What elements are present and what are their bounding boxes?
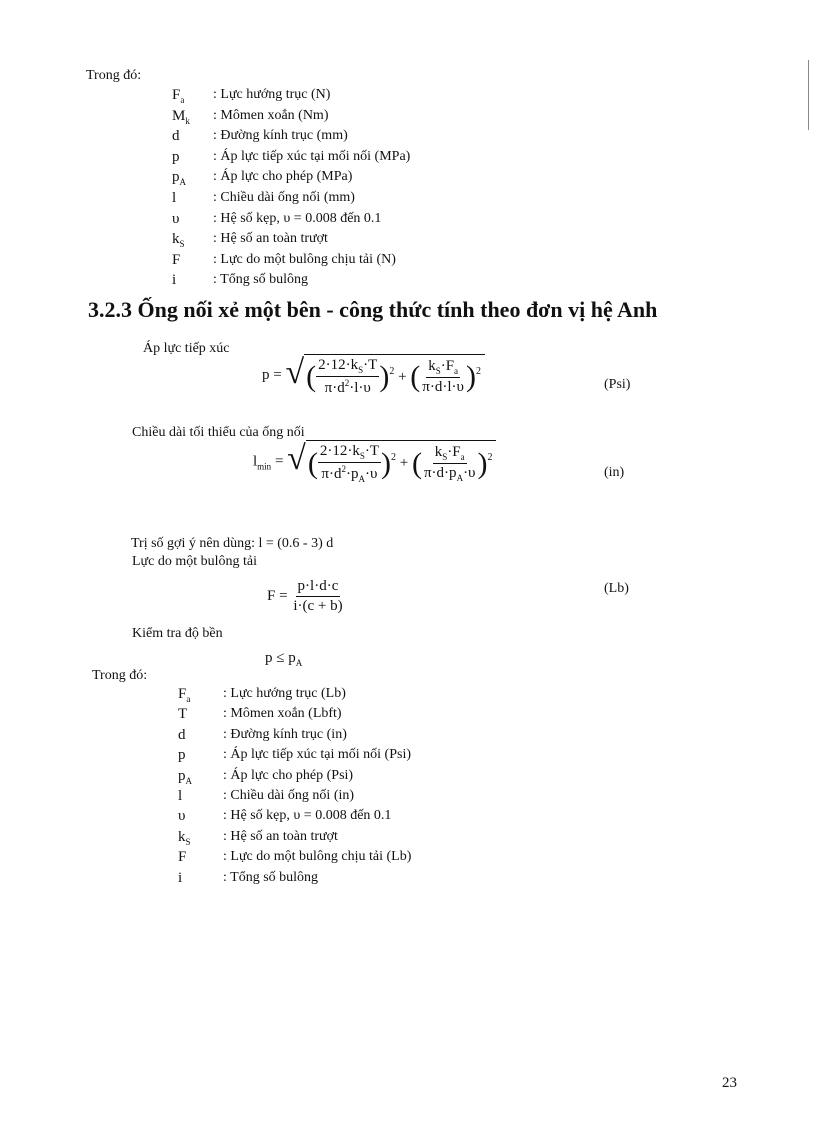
strength-check-formula: $p \le p_A$: [265, 650, 303, 668]
right-margin-line: [808, 60, 809, 130]
variable-symbol: F: [178, 849, 187, 866]
variable-description: : Hệ số an toàn trượt: [213, 231, 328, 247]
variable-description: : Lực do một bulông chịu tải (Lb): [223, 849, 412, 865]
variable-description: : Đường kính trục (mm): [213, 128, 348, 144]
variable-description: : Hệ số an toàn trượt: [223, 828, 338, 844]
suggested-value: Trị số gợi ý nên dùng: l = (0.6 - 3) d: [131, 536, 334, 551]
bolt-force-unit: (Lb): [604, 581, 629, 596]
variable-symbol: p: [172, 148, 180, 165]
variable-description: : Hệ số kẹp, υ = 0.008 đến 0.1: [223, 808, 392, 824]
metric-where-label: Trong đó:: [86, 68, 142, 83]
contact-pressure-label: Áp lực tiếp xúc: [143, 341, 230, 356]
variable-symbol: l: [172, 190, 177, 206]
variable-description: : Tổng số bulông: [223, 869, 319, 885]
variable-description: : Lực do một bulông chịu tải (N): [213, 251, 396, 267]
variable-description: : Đường kính trục (in): [223, 726, 347, 742]
variable-symbol: i: [172, 272, 177, 289]
page-number: 23: [722, 1075, 737, 1091]
bolt-force-formula: F = $\frac{p\cdot l\cdot d\cdot c}{i\cdot(c + b)}$: [267, 578, 343, 614]
contact-pressure-unit: (Psi): [604, 377, 631, 392]
variable-symbol: d: [178, 726, 186, 743]
variable-symbol: $p_A$: [178, 767, 192, 786]
variable-description: : Lực hướng trục (N): [213, 87, 331, 102]
contact-pressure-formula: p = √ ( $\frac{2\cdot 12\cdot k_S\cdot T}{\pi\cdot d^2\cdot l\cdot\upsilon}$ ) 2 + ( $\frac{k_S\cdot F_a}{\pi\cdot d\cdot l\cdot\upsilon}$ ) 2: [262, 354, 485, 397]
min-length-unit: (in): [604, 465, 625, 480]
variable-symbol: F: [172, 251, 181, 268]
variable-symbol: d: [172, 128, 180, 145]
variable-description: : Chiều dài ống nối (in): [223, 788, 355, 803]
variable-description: : Áp lực tiếp xúc tại mối nối (MPa): [213, 148, 411, 164]
variable-symbol: T: [178, 706, 188, 723]
variable-description: : Mômen xoắn (Lbft): [223, 706, 342, 722]
variable-symbol: $k_S$: [172, 231, 185, 250]
variable-symbol: $k_S$: [178, 828, 191, 847]
min-length-formula: $l_{min}$ = √ ( $\frac{2\cdot 12\cdot k_S\cdot T}{\pi\cdot d^2\cdot p_A\cdot\upsilon}$ ) 2 + ( $\frac{k_S\cdot F_a}{\pi\cdot d\cdot p_A\cdot\upsilon}$ ) 2: [253, 440, 496, 484]
variable-description: : Áp lực tiếp xúc tại mối nối (Psi): [223, 747, 412, 763]
section-title: 3.2.3 Ống nối xẻ một bên - công thức tính theo đơn vị hệ Anh: [88, 297, 658, 322]
variable-description: : Chiều dài ống nối (mm): [213, 190, 355, 205]
variable-description: : Lực hướng trục (Lb): [223, 686, 346, 701]
min-length-label: Chiều dài tối thiểu của ống nối: [132, 425, 305, 440]
strength-check-label: Kiểm tra độ bền: [132, 626, 223, 641]
variable-symbol: $F_a$: [172, 87, 185, 105]
variable-symbol: $F_a$: [178, 686, 191, 704]
variable-description: : Hệ số kẹp, υ = 0.008 đến 0.1: [213, 210, 382, 226]
variable-symbol: $p_A$: [172, 169, 186, 188]
variable-symbol: υ: [172, 210, 180, 227]
variable-description: : Áp lực cho phép (Psi): [223, 767, 354, 783]
variable-symbol: i: [178, 869, 183, 886]
variable-description: : Mômen xoắn (Nm): [213, 107, 329, 123]
variable-symbol: υ: [178, 808, 186, 825]
variable-symbol: $M_k$: [172, 107, 190, 126]
variable-description: : Tổng số bulông: [213, 272, 309, 288]
variable-symbol: p: [178, 747, 186, 764]
variable-symbol: l: [178, 788, 183, 804]
bolt-force-label: Lực do một bulông tải: [132, 554, 258, 569]
variable-description: : Áp lực cho phép (MPa): [213, 169, 353, 185]
imperial-where-label: Trong đó:: [92, 668, 148, 683]
